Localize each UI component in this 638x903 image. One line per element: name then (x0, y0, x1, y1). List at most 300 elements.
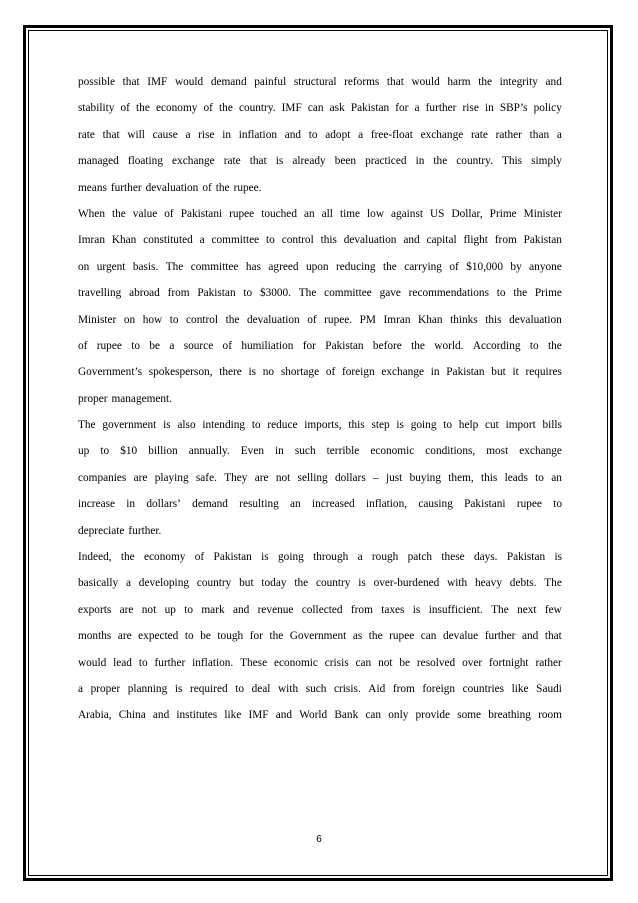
word: When (78, 207, 105, 220)
word: to (308, 128, 318, 141)
word: and (284, 128, 302, 141)
word: reduce (267, 419, 298, 432)
word: rupee (96, 339, 122, 352)
word: Prime (489, 207, 517, 220)
word: in (484, 102, 494, 115)
word: Pakistan (523, 234, 562, 247)
text-line (78, 676, 562, 702)
word: an (290, 498, 301, 511)
word: recommendations (408, 287, 489, 300)
word: for (395, 102, 409, 115)
word: a (185, 128, 191, 141)
word: not (275, 471, 291, 484)
word: requires (525, 366, 562, 379)
word: The (544, 577, 562, 590)
word: low (367, 207, 384, 220)
word: such (305, 682, 327, 695)
word: demand (192, 498, 228, 511)
word: than (529, 128, 550, 141)
word: are (117, 630, 132, 643)
word: free-float (370, 128, 413, 141)
word: required (189, 682, 228, 695)
word: is (248, 366, 257, 379)
word: a (358, 128, 364, 141)
word: is (261, 551, 269, 564)
text-line (78, 254, 562, 280)
word: that (544, 630, 562, 643)
word: Pakistan (197, 287, 236, 300)
word: $10 (120, 445, 138, 458)
word: devaluation (343, 234, 397, 247)
word: Government’s (78, 366, 143, 379)
word: countries (462, 682, 505, 695)
word: and (545, 76, 562, 88)
word: there (219, 366, 242, 379)
word: heavy (475, 577, 502, 590)
word: committee (190, 260, 239, 273)
word: that (386, 76, 404, 88)
text-line (78, 518, 562, 544)
word: agreed (268, 260, 299, 273)
word: and (232, 603, 250, 616)
word: collected (301, 603, 343, 616)
word: the (215, 181, 230, 194)
word: devaluation (509, 313, 562, 326)
word: cut (485, 419, 499, 432)
text-line (78, 491, 562, 517)
word: possible (78, 76, 116, 88)
word: Pakistan (506, 551, 546, 564)
word: Pakistani (464, 498, 506, 511)
word: the (269, 630, 284, 643)
word: also (177, 419, 196, 432)
word: increase (78, 498, 116, 511)
word: going (410, 419, 437, 432)
word: practiced (365, 155, 407, 168)
word: The (78, 419, 96, 432)
word: few (544, 603, 562, 616)
word: by (510, 260, 522, 273)
word: that (102, 128, 120, 141)
word: but (239, 577, 254, 590)
word: to (443, 419, 453, 432)
text-line (78, 201, 562, 227)
word: simply (531, 155, 562, 168)
word: the (368, 630, 383, 643)
word: a (199, 234, 205, 247)
word: this (320, 234, 337, 247)
text-line (78, 122, 562, 148)
word: to (243, 287, 253, 300)
word: depreciate (78, 524, 125, 537)
word: Pakistan (446, 366, 485, 379)
word: can (307, 102, 324, 115)
word: the (219, 102, 233, 115)
word: Prime (534, 287, 562, 300)
word: a (414, 102, 420, 115)
word: is (275, 155, 284, 168)
word: policy (533, 102, 562, 115)
word: been (334, 155, 357, 168)
word: thinks (450, 313, 478, 326)
word: billion (148, 445, 178, 458)
word: bills (542, 419, 562, 432)
word: humiliation (241, 339, 294, 352)
word: to (184, 630, 194, 643)
word: as (352, 630, 363, 643)
word: from (350, 603, 373, 616)
word: against (390, 207, 423, 220)
word: just (385, 471, 403, 484)
word: institutes (176, 709, 218, 722)
word: safe. (195, 471, 217, 484)
word: basis. (132, 260, 159, 273)
word: lead (113, 656, 132, 669)
word: committee (324, 287, 372, 300)
word: government (102, 419, 157, 432)
word: a (357, 551, 363, 564)
word: the (383, 260, 397, 273)
word: over-burdened (373, 577, 440, 590)
text-line (78, 69, 562, 95)
word: travelling (78, 287, 122, 300)
word: rather (495, 128, 522, 141)
word: constituted (143, 234, 193, 247)
word: and (275, 709, 293, 722)
word: step (371, 419, 390, 432)
word: to (100, 445, 110, 458)
word: Pakistani (180, 207, 223, 220)
word: to (266, 234, 275, 247)
word: the (411, 339, 425, 352)
word: time (339, 207, 361, 220)
word: Aid (368, 682, 386, 695)
text-line (78, 227, 562, 253)
word: country. (456, 155, 493, 168)
word: help (458, 419, 479, 432)
word: will (127, 128, 145, 141)
word: over (462, 656, 483, 669)
word: reducing (336, 260, 376, 273)
word: country (315, 577, 351, 590)
word: to (235, 682, 244, 695)
word: Even (240, 445, 264, 458)
word: urgent (96, 260, 126, 273)
word: rupee (389, 630, 415, 643)
word: inflation (238, 128, 277, 141)
word: economy (144, 551, 186, 564)
word: the (136, 102, 150, 115)
word: Indeed, (78, 551, 112, 564)
word: of (194, 551, 205, 564)
word: would (411, 76, 440, 88)
word: managed (78, 155, 119, 168)
word: Pakistan (350, 102, 390, 115)
word: They (224, 471, 248, 484)
word: from (392, 682, 415, 695)
word: demand (210, 76, 247, 88)
word: rate (470, 128, 488, 141)
word: is (396, 419, 404, 432)
word: dollars’ (146, 498, 181, 511)
word: debts. (509, 577, 537, 590)
word: cause (152, 128, 178, 141)
word: would (78, 656, 107, 669)
word: PM (359, 313, 376, 326)
word: mark (201, 603, 225, 616)
word: Pakistan (325, 339, 364, 352)
word: and (522, 630, 539, 643)
word: US (429, 207, 445, 220)
word: resolved (416, 656, 456, 669)
word: control (281, 234, 314, 247)
word: the (120, 551, 135, 564)
word: crisis (324, 656, 349, 669)
word: of (164, 207, 174, 220)
word: of (307, 313, 317, 326)
word: today (261, 577, 287, 590)
word: provide (415, 709, 451, 722)
word: The (298, 287, 317, 300)
word: the (513, 287, 528, 300)
word: not (141, 603, 157, 616)
word: a (556, 128, 562, 141)
word: like (224, 709, 242, 722)
word: economy (155, 102, 198, 115)
word: IMF (281, 102, 302, 115)
word: of (222, 339, 232, 352)
word: – (373, 471, 379, 484)
word: economic (273, 656, 318, 669)
word: World (299, 709, 328, 722)
word: playing (154, 471, 189, 484)
word: further (154, 656, 186, 669)
word: has (245, 260, 261, 273)
word: are (133, 471, 148, 484)
word: breathing (488, 709, 531, 722)
word: gave (379, 287, 401, 300)
word: on (78, 260, 90, 273)
word: most (486, 445, 509, 458)
word: revenue (257, 603, 294, 616)
word: spokesperson, (148, 366, 213, 379)
word: of (449, 260, 459, 273)
text-line (78, 623, 562, 649)
word: IMF (248, 709, 269, 722)
word: Imran (383, 313, 411, 326)
word: a (169, 339, 175, 352)
word: devaluation (145, 181, 199, 194)
word: devalue (443, 630, 479, 643)
word: to (138, 656, 148, 669)
word: This (501, 155, 523, 168)
word: this (481, 471, 498, 484)
word: anyone (529, 260, 562, 273)
word: foreign (341, 366, 375, 379)
word: in (415, 155, 425, 168)
word: is (174, 682, 183, 695)
word: of (203, 102, 213, 115)
text-line (78, 386, 562, 412)
word: developing (138, 577, 189, 590)
word: this (348, 419, 365, 432)
text-line (78, 175, 562, 201)
word: China (118, 709, 146, 722)
word: touched (261, 207, 297, 220)
word: to (184, 603, 194, 616)
word: next (517, 603, 537, 616)
word: no (262, 366, 275, 379)
word: can (355, 656, 372, 669)
word: SBP’s (499, 102, 528, 115)
word: ask (329, 102, 345, 115)
word: selling (297, 471, 328, 484)
word: like (511, 682, 529, 695)
word: is (412, 603, 421, 616)
word: patch (407, 551, 433, 564)
word: intending (202, 419, 246, 432)
word: Bank (334, 709, 359, 722)
word: $3000. (259, 287, 292, 300)
word: not (378, 656, 393, 669)
word: this (485, 313, 502, 326)
word: fortnight (489, 656, 529, 669)
word: the (294, 577, 309, 590)
word: leads (504, 471, 528, 484)
word: shortage (280, 366, 320, 379)
text-line (78, 465, 562, 491)
word: According (472, 339, 521, 352)
word: to (251, 419, 261, 432)
word: causing (418, 498, 453, 511)
word: foreign (422, 682, 456, 695)
word: and (152, 709, 170, 722)
word: expected (138, 630, 179, 643)
word: dollars (334, 471, 366, 484)
word: months (78, 630, 112, 643)
text-line (78, 650, 562, 676)
word: exchange (519, 445, 562, 458)
word: increased (312, 498, 355, 511)
text-line (78, 148, 562, 174)
word: going (278, 551, 304, 564)
word: with (447, 577, 468, 590)
word: control (186, 313, 219, 326)
word: painful (254, 76, 287, 88)
word: exchange (381, 366, 424, 379)
word: terrible (326, 445, 360, 458)
word: companies (78, 471, 127, 484)
word: crisis. (334, 682, 361, 695)
word: capital (426, 234, 457, 247)
word: for (302, 339, 316, 352)
word: Khan (111, 234, 137, 247)
word: before (372, 339, 402, 352)
word: to (535, 471, 544, 484)
word: adopt (325, 128, 351, 141)
text-line (78, 544, 562, 570)
word: would (174, 76, 204, 88)
word: an (551, 471, 562, 484)
word: further (484, 630, 516, 643)
word: proper (78, 392, 108, 405)
word: to (529, 339, 539, 352)
word: means (78, 181, 107, 194)
word: is (554, 551, 562, 564)
word: country (196, 577, 232, 590)
word: to (553, 498, 562, 511)
word: but (491, 366, 506, 379)
word: country. (238, 102, 276, 115)
word: is (358, 577, 366, 590)
word: abroad (129, 287, 160, 300)
word: stability (78, 102, 115, 115)
word: import (505, 419, 536, 432)
word: exchange (172, 155, 215, 168)
word: how (142, 313, 163, 326)
word: rough (371, 551, 399, 564)
word: rise (462, 102, 479, 115)
text-line (78, 412, 562, 438)
word: basically (78, 577, 119, 590)
word: to (131, 339, 140, 352)
word: up (78, 445, 90, 458)
word: flight (463, 234, 488, 247)
word: the (111, 207, 126, 220)
word: can (420, 630, 437, 643)
word: them, (448, 471, 474, 484)
word: insufficient. (428, 603, 483, 616)
word: rate (223, 155, 241, 168)
word: The (491, 603, 509, 616)
word: of (202, 181, 212, 194)
word: in (222, 128, 231, 141)
word: the (547, 339, 562, 352)
word: resulting (239, 498, 279, 511)
word: be (399, 656, 411, 669)
word: devaluation (246, 313, 300, 326)
word: already (292, 155, 326, 168)
word: can (365, 709, 382, 722)
word: in (275, 445, 284, 458)
word: it (512, 366, 519, 379)
word: the (225, 313, 240, 326)
word: be (149, 339, 161, 352)
word: a (78, 682, 84, 695)
word: some (457, 709, 482, 722)
word: are (254, 471, 269, 484)
word: source (183, 339, 214, 352)
word: room (538, 709, 562, 722)
word: rate (78, 128, 95, 141)
word: exports (78, 603, 112, 616)
word: tough (217, 630, 244, 643)
word: a (125, 577, 131, 590)
word: carrying (404, 260, 442, 273)
word: annually. (188, 445, 230, 458)
word: Khan (418, 313, 443, 326)
page-number: 6 (316, 834, 322, 845)
word: structural (293, 76, 337, 88)
word: rise (198, 128, 215, 141)
word: $10,000 (466, 260, 503, 273)
word: Saudi (536, 682, 562, 695)
word: integrity (499, 76, 538, 88)
word: proper (90, 682, 121, 695)
word: to (496, 287, 506, 300)
word: through (313, 551, 349, 564)
word: of (78, 339, 88, 352)
